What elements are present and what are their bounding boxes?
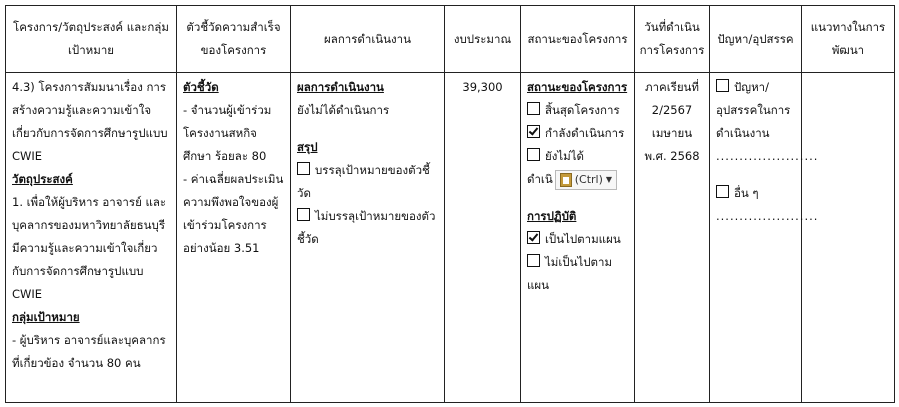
option-met-label: บรรลุเป้าหมายของตัวชี้วัด: [297, 163, 430, 200]
indicator-item-1: - จำนวนผู้เข้าร่วมโครงงานสหกิจศึกษา ร้อยละ 80: [183, 103, 272, 163]
checkbox-icon[interactable]: [527, 102, 540, 115]
header-result: ผลการดำเนินงาน: [291, 6, 445, 73]
problem-option-1[interactable]: [716, 76, 795, 145]
problem-dots-2: ......................: [716, 209, 819, 223]
practice-off-plan[interactable]: [527, 251, 628, 297]
status-not-started-label-2: ดำเนิ: [527, 172, 553, 186]
problem-option-1-label: ปัญหา/อุปสรรคในการดำเนินงาน: [716, 80, 791, 140]
paste-options-button[interactable]: [555, 170, 617, 190]
checkbox-icon[interactable]: [527, 231, 540, 244]
checkbox-icon[interactable]: [527, 254, 540, 267]
checkbox-icon[interactable]: [716, 185, 729, 198]
practice-off-plan-label: ไม่เป็นไปตามแผน: [527, 255, 613, 292]
header-status: สถานะของโครงการ: [521, 6, 635, 73]
clipboard-icon: [560, 173, 572, 187]
indicator-heading: ตัวชี้วัด: [183, 80, 219, 94]
indicator-cell: [177, 73, 291, 403]
practice-on-plan[interactable]: [527, 228, 628, 251]
header-problem: ปัญหา/อุปสรรค: [710, 6, 802, 73]
status-completed[interactable]: [527, 99, 628, 122]
project-title: 4.3) โครงการสัมมนาเรื่อง การสร้างความรู้และความเข้าใจเกี่ยวกับการจัดการศึกษารูปแบบ CWIE: [12, 80, 168, 163]
checkbox-icon[interactable]: [297, 208, 310, 221]
project-row: [6, 73, 895, 403]
date-cell: [635, 73, 710, 403]
option-not-met-label: ไม่บรรลุเป้าหมายของตัวชี้วัด: [297, 209, 436, 246]
date-text: ภาคเรียนที่ 2/2567 เมษายน พ.ศ. 2568: [644, 80, 700, 163]
checkbox-icon[interactable]: [297, 162, 310, 175]
status-not-started-cont: [527, 168, 628, 191]
summary-heading: สรุป: [297, 140, 318, 154]
practice-heading: การปฏิบัติ: [527, 209, 577, 223]
result-text: ยังไม่ได้ดำเนินการ: [297, 103, 390, 117]
problem-cell: [710, 73, 819, 403]
problem-dots-1: ......................: [716, 149, 819, 163]
guideline-cell: [802, 73, 895, 403]
header-date: วันที่ดำเนินการโครงการ: [635, 6, 710, 73]
status-not-started[interactable]: [527, 145, 628, 168]
header-project: โครงการ/วัตถุประสงค์ และกลุ่มเป้าหมาย: [6, 6, 177, 73]
paste-options-label: (Ctrl): [574, 172, 603, 186]
status-in-progress-label: กำลังดำเนินการ: [545, 126, 625, 140]
checkbox-icon[interactable]: [527, 125, 540, 138]
chevron-down-icon: ▼: [605, 174, 613, 184]
target-heading: กลุ่มเป้าหมาย: [12, 310, 80, 324]
target-text: - ผู้บริหาร อาจารย์และบุคลากรที่เกี่ยวข้อง จำนวน 80 คน: [12, 333, 166, 370]
status-completed-label: สิ้นสุดโครงการ: [545, 103, 620, 117]
objective-text: 1. เพื่อให้ผู้บริหาร อาจารย์ และบุคลากรของมหาวิทยาลัยธนบุรี มีความรู้และความเข้าใจเกี่ยวกับการจัดการศึกษารูปแบบ CWIE: [12, 195, 167, 301]
checkbox-icon[interactable]: [716, 79, 729, 92]
option-not-met[interactable]: [297, 205, 438, 251]
option-met[interactable]: [297, 159, 438, 205]
project-cell: [6, 73, 177, 403]
status-not-started-label: ยังไม่ได้: [545, 149, 584, 163]
header-row: [6, 6, 895, 73]
project-report-table: [5, 5, 895, 403]
checkbox-icon[interactable]: [527, 148, 540, 161]
budget-cell: [445, 73, 521, 403]
header-guideline: แนวทางในการพัฒนา: [802, 6, 895, 73]
problem-option-2-label: อื่น ๆ: [734, 186, 759, 200]
practice-on-plan-label: เป็นไปตามแผน: [545, 232, 621, 246]
problem-option-2[interactable]: [716, 182, 795, 205]
budget-amount: 39,300: [462, 80, 503, 94]
indicator-item-2: - ค่าเฉลี่ยผลประเมินความพึงพอใจของผู้เข้าร่วมโครงการอย่างน้อย 3.51: [183, 172, 284, 255]
status-heading: สถานะของโครงการ: [527, 80, 628, 94]
header-indicator: ตัวชี้วัดความสำเร็จของโครงการ: [177, 6, 291, 73]
status-in-progress[interactable]: [527, 122, 628, 145]
objective-heading: วัตถุประสงค์: [12, 172, 73, 186]
status-cell: [521, 73, 635, 403]
header-budget: งบประมาณ: [445, 6, 521, 73]
result-heading: ผลการดำเนินงาน: [297, 80, 384, 94]
result-cell: [291, 73, 445, 403]
